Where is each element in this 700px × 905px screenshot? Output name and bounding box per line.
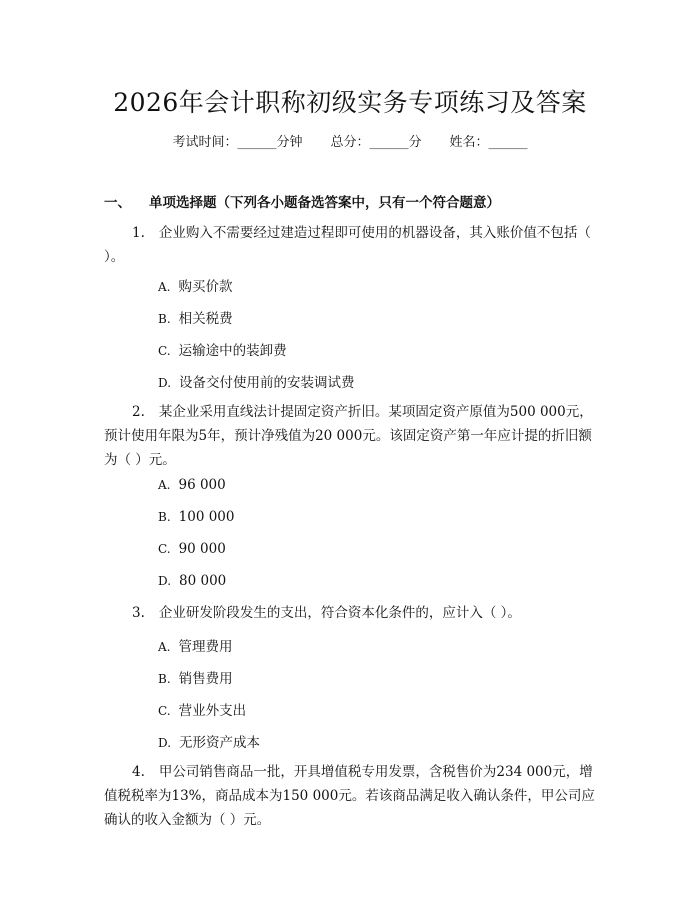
question-3-text — [104, 601, 596, 625]
option-text: 96 000 — [178, 477, 226, 493]
option-text: 无形资产成本 — [179, 735, 261, 751]
option-letter: B. — [158, 510, 171, 524]
question-number: 2. — [132, 404, 145, 420]
option-letter: C. — [158, 344, 171, 358]
option-letter: C. — [158, 542, 171, 556]
exam-meta-line — [0, 131, 700, 150]
question-1-option-c — [158, 339, 287, 359]
question-1-text — [104, 221, 596, 269]
question-number: 3. — [132, 605, 145, 621]
option-letter: B. — [158, 312, 171, 326]
question-2-text — [104, 400, 596, 472]
question-4-text — [104, 760, 596, 832]
option-text: 运输途中的装卸费 — [178, 343, 287, 359]
question-stem: 甲公司销售商品一批，开具增值税专用发票，含税售价为234 000元，增值税税率为13%，商品成本为150 000元。若该商品满足收入确认条件，甲公司应确认的收入金额为（ ）元。 — [104, 764, 595, 828]
option-text: 相关税费 — [178, 311, 233, 327]
question-2-option-d — [158, 573, 226, 589]
question-2-option-a — [158, 477, 226, 493]
question-3-option-d — [158, 731, 260, 751]
option-letter: B. — [158, 672, 171, 686]
option-letter: D. — [158, 376, 172, 390]
question-stem: 企业购入不需要经过建造过程即可使用的机器设备，其入账价值不包括（ ）。 — [104, 225, 591, 265]
question-stem: 某企业采用直线法计提固定资产折旧。某项固定资产原值为500 000元，预计使用年限为5年，预计净残值为20 000元。该固定资产第一年应计提的折旧额为（ ）元。 — [104, 404, 593, 468]
option-text: 管理费用 — [178, 639, 233, 655]
option-letter: C. — [158, 704, 171, 718]
option-letter: D. — [158, 574, 172, 588]
document-title: 2026年会计职称初级实务专项练习及答案 — [113, 88, 587, 117]
student-name-field: 姓名：______ — [449, 135, 528, 150]
exam-time-field: 考试时间：______分钟 — [172, 135, 303, 150]
option-text: 80 000 — [179, 573, 227, 589]
question-1-option-a — [158, 275, 232, 295]
question-1-option-b — [158, 307, 233, 327]
option-text: 销售费用 — [178, 671, 233, 687]
section-title: 单项选择题（下列各小题备选答案中，只有一个符合题意） — [149, 195, 500, 211]
question-3-option-a — [158, 635, 232, 655]
question-number: 4. — [132, 764, 145, 780]
option-text: 营业外支出 — [178, 703, 247, 719]
option-text: 100 000 — [178, 509, 235, 525]
section-heading — [104, 191, 500, 211]
option-text: 90 000 — [178, 541, 226, 557]
option-text: 设备交付使用前的安装调试费 — [179, 375, 355, 391]
question-2-option-b — [158, 509, 234, 525]
question-number: 1. — [132, 225, 145, 241]
option-letter: D. — [158, 736, 172, 750]
option-text: 购买价款 — [178, 279, 233, 295]
total-score-field: 总分：______分 — [330, 135, 422, 150]
option-letter: A. — [158, 280, 171, 294]
question-3-option-b — [158, 667, 233, 687]
question-stem: 企业研发阶段发生的支出，符合资本化条件的，应计入（ ）。 — [158, 605, 521, 621]
question-1-option-d — [158, 371, 355, 391]
section-number: 一、 — [104, 195, 131, 211]
option-letter: A. — [158, 640, 171, 654]
question-3-option-c — [158, 699, 246, 719]
option-letter: A. — [158, 478, 171, 492]
question-2-option-c — [158, 541, 226, 557]
